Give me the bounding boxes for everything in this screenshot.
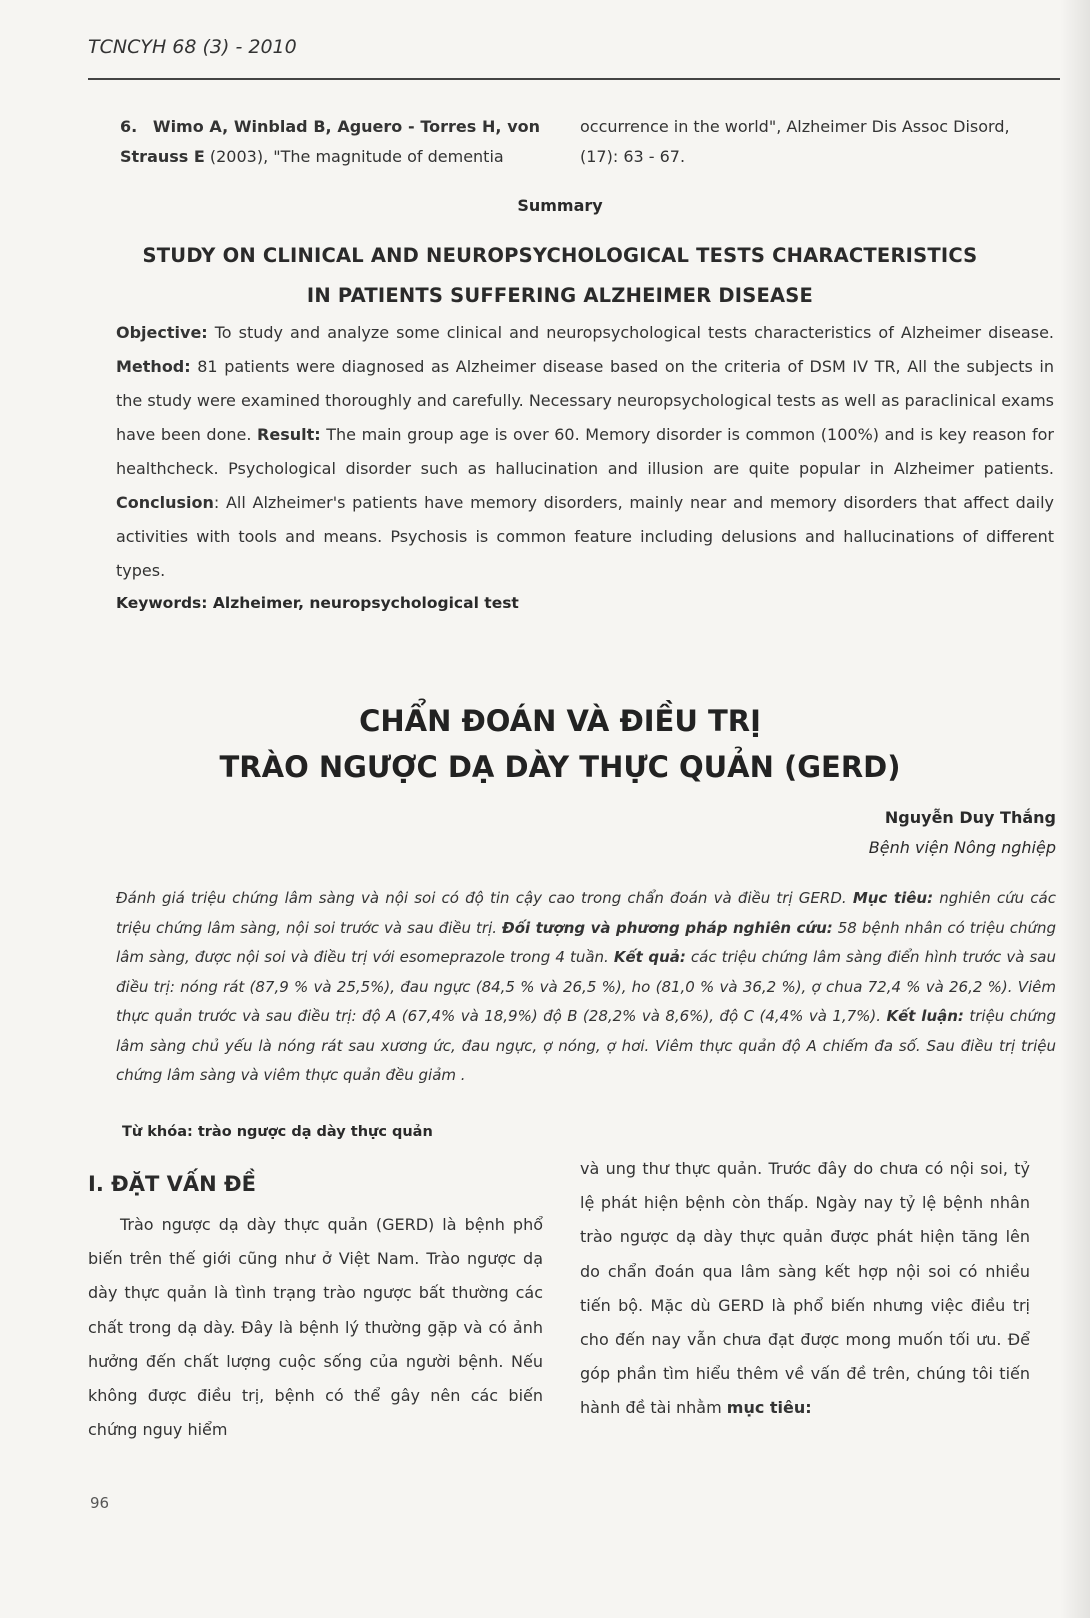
abstract-label: Conclusion bbox=[116, 493, 214, 512]
header-rule bbox=[88, 78, 1060, 80]
abstract-text: 81 patients were diagnosed as Alzheimer disease based on the criteria of DSM IV TR, All the subjects in the study were examined thoroughly and carefully. Necessary neuropsychological tests as well as paraclinical exams have been done. bbox=[116, 357, 1054, 444]
article-abstract bbox=[116, 884, 1056, 1091]
section-heading: I. ĐẶT VẤN ĐỀ bbox=[88, 1172, 256, 1196]
abstract-text: The main group age is over 60. Memory disorder is common (100%) and is key reason for healthcheck. Psychological disorder such as hallucination and illusion are quite popular in Alzheimer patients. bbox=[116, 425, 1054, 478]
page-number: 96 bbox=[90, 1494, 110, 1512]
english-abstract bbox=[116, 316, 1054, 588]
body-right-bold: mục tiêu: bbox=[726, 1398, 812, 1418]
abstract-label: Kết quả: bbox=[613, 948, 686, 966]
article-keywords: Từ khóa: trào ngược dạ dày thực quản bbox=[122, 1124, 433, 1140]
author-name: Nguyễn Duy Thắng bbox=[884, 808, 1056, 827]
abstract-label: Objective: bbox=[116, 323, 208, 342]
reference-right: occurrence in the world", Alzheimer Dis Assoc Disord, (17): 63 - 67. bbox=[580, 117, 1010, 166]
abstract-text: các triệu chứng lâm sàng điển hình trước và sau điều trị: nóng rát (87,9 % và 25,5%), đau ngực (84,5 % và 26,5 %), ho (81,0 % và 36,2 %), ợ chua 72,4 % và 26,2 %). Viêm thực quản trước và sau điều trị: độ A (67,4% và 18,9%) độ B (28,2% và 8,6%), độ C (4,4% và 1,7%). bbox=[116, 948, 1056, 1025]
page-gutter-shadow bbox=[1060, 0, 1090, 1618]
abstract-label: Result: bbox=[257, 425, 321, 444]
abstract-text: Đánh giá triệu chứng lâm sàng và nội soi có độ tin cậy cao trong chẩn đoán và điều trị GERD. bbox=[116, 889, 853, 907]
abstract-label: Mục tiêu: bbox=[852, 889, 934, 907]
reference-text: (2003), "The magnitude of dementia bbox=[204, 147, 504, 166]
abstract-text: : All Alzheimer's patients have memory disorders, mainly near and memory disorders that affect daily activities with tools and means. Psychosis is common feature including delusions and hallucinations of different types. bbox=[116, 493, 1054, 580]
abstract-text: To study and analyze some clinical and neuropsychological tests characteristics of Alzheimer disease. bbox=[207, 323, 1054, 342]
summary-label: Summary bbox=[517, 196, 603, 215]
reference-left bbox=[120, 112, 540, 172]
english-title bbox=[110, 236, 1010, 316]
body-right-text: và ung thư thực quản. Trước đây do chưa có nội soi, tỷ lệ phát hiện bệnh còn thấp. Ngày nay tỷ lệ bệnh nhân trào ngược dạ dày thực quản được phát hiện tăng lên do chẩn đoán qua lâm sàng kết hợp nội soi có nhiều tiến bộ. Mặc dù GERD là phổ biến nhưng việc điều trị cho đến nay vẫn chưa đạt được mong muốn tối ưu. Để góp phần tìm hiểu thêm về vấn đề trên, chúng tôi tiến hành đề tài nhằm bbox=[580, 1159, 1030, 1418]
body-column-right bbox=[580, 1152, 1030, 1426]
article-title-line2: TRÀO NGƯỢC DẠ DÀY THỰC QUẢN (GERD) bbox=[219, 750, 901, 784]
reference-authors: Wimo A, Winblad B, Aguero - Torres H, von Strauss E bbox=[120, 117, 541, 166]
english-keywords: Keywords: Alzheimer, neuropsychological test bbox=[116, 594, 519, 612]
article-title bbox=[110, 698, 1010, 790]
body-column-left: Trào ngược dạ dày thực quản (GERD) là bệnh phổ biến trên thế giới cũng như ở Việt Nam. Trào ngược dạ dày thực quản là tình trạng trào ngược bất thường các chất trong dạ dày. Đây là bệnh lý thường gặp và có ảnh hưởng đến chất lượng cuộc sống của người bệnh. Nếu không được điều trị, bệnh có thể gây nên các biến chứng nguy hiểm bbox=[88, 1215, 543, 1440]
english-title-line2: IN PATIENTS SUFFERING ALZHEIMER DISEASE bbox=[306, 284, 814, 307]
abstract-text: 58 bệnh nhân có triệu chứng lâm sàng, được nội soi và điều trị với esomeprazole trong 4 tuần. bbox=[116, 918, 1056, 966]
abstract-label: Đối tượng và phương pháp nghiên cứu: bbox=[502, 918, 833, 937]
abstract-text: nghiên cứu các triệu chứng lâm sàng, nội soi trước và sau điều trị. bbox=[116, 889, 1056, 937]
article-title-line1: CHẨN ĐOÁN VÀ ĐIỀU TRỊ bbox=[359, 704, 761, 738]
english-title-line1: STUDY ON CLINICAL AND NEUROPSYCHOLOGICAL TESTS CHARACTERISTICS bbox=[142, 244, 978, 267]
abstract-text: triệu chứng lâm sàng chủ yếu là nóng rát sau xương ức, đau ngực, ợ nóng, ợ hơi. Viêm thực quản độ A chiếm đa số. Sau điều trị triệu chứng lâm sàng và viêm thực quản đều giảm . bbox=[116, 1007, 1057, 1084]
abstract-label: Kết luận: bbox=[886, 1007, 964, 1025]
author-affiliation: Bệnh viện Nông nghiệp bbox=[868, 838, 1056, 857]
reference-number: 6. bbox=[120, 117, 138, 136]
abstract-label: Method: bbox=[116, 357, 191, 376]
journal-header: TCNCYH 68 (3) - 2010 bbox=[88, 36, 297, 58]
